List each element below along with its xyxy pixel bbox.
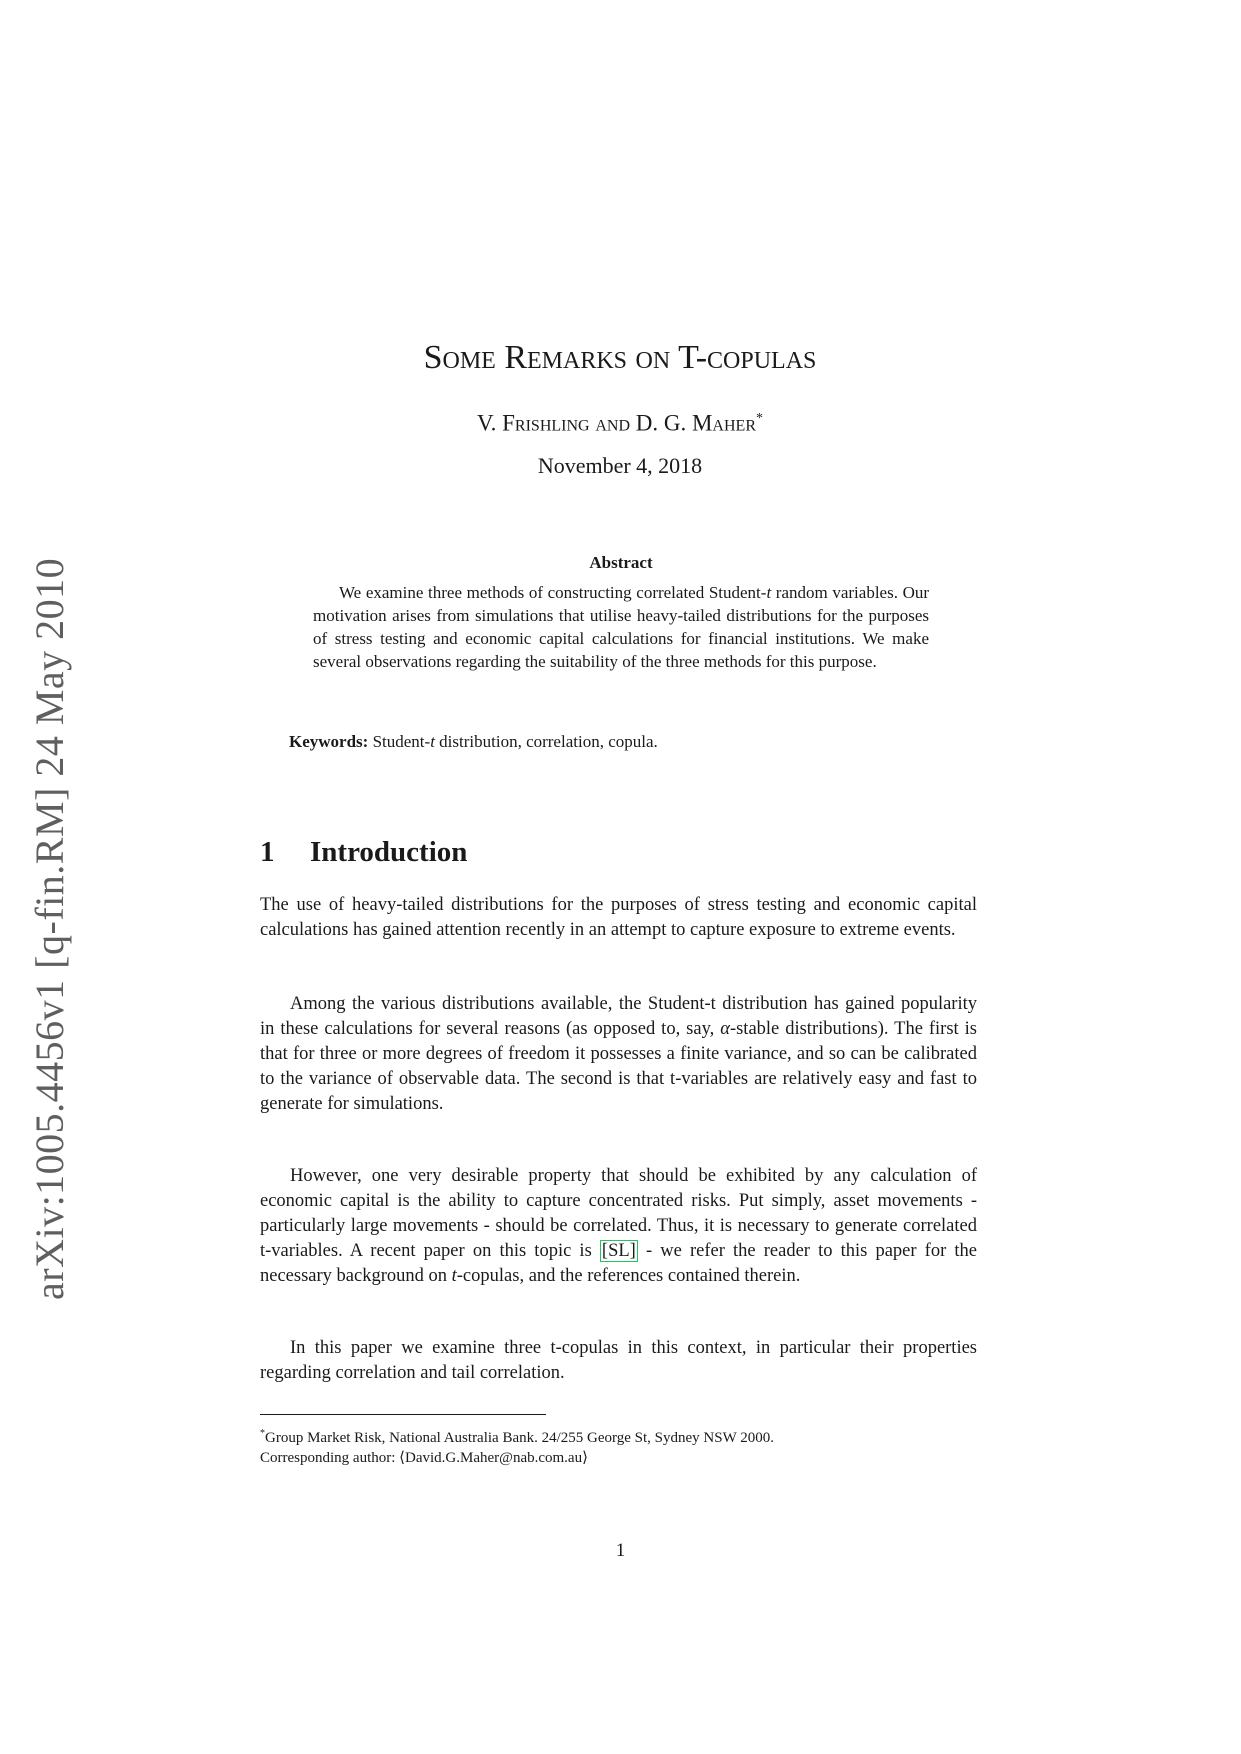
author-footnote-mark: * <box>756 411 763 426</box>
paragraph-3-part-c: -copulas, and the references contained therein. <box>456 1266 801 1286</box>
paragraph-1-text: The use of heavy-tailed distributions for the purposes of stress testing and economic capital calculations has gained attention recently in an attempt to capture exposure to extreme events. <box>260 895 977 940</box>
paragraph-2-text <box>260 992 977 1117</box>
abstract-heading: Abstract <box>589 553 653 572</box>
section-title: Introduction <box>310 836 468 868</box>
abstract-text-part-a: We examine three methods of constructing correlated Student- <box>339 583 767 602</box>
section-number: 1 <box>260 836 275 868</box>
paragraph-2-part-b: -stable distributions). The first is that for three or more degrees of freedom it possesses a finite variance, and so can be calibrated to the variance of observable data. The second is that t-variables are relatively easy and fast to generate for simulations. <box>260 1019 977 1114</box>
paper-title: Some Remarks on T-copulas <box>423 339 817 376</box>
paragraph-3-text <box>260 1164 977 1289</box>
title-block <box>250 336 990 479</box>
t-symbol: t <box>451 1266 457 1286</box>
author-names: V. Frishling and D. G. Maher <box>477 410 756 436</box>
paper-date: November 4, 2018 <box>537 452 703 478</box>
citation-link-sl[interactable]: [SL] <box>601 1241 636 1261</box>
arxiv-identifier-stamp: arXiv:1005.4456v1 [q-fin.RM] 24 May 2010 <box>27 557 72 1300</box>
abstract-block <box>313 553 929 673</box>
paragraph-2-part-a: Among the various distributions available, the Student-t distribution has gained popularity in these calculations for several reasons (as opposed to, say, <box>260 994 977 1039</box>
paragraph-1 <box>260 893 977 943</box>
abstract-text <box>313 581 929 673</box>
keywords-t-symbol: t <box>430 732 435 751</box>
keywords-label: Keywords: <box>289 732 369 751</box>
section-heading-introduction <box>260 836 467 869</box>
footnote <box>260 1424 977 1468</box>
page-number: 1 <box>615 1540 626 1561</box>
paragraph-2 <box>260 992 977 1117</box>
paper-authors <box>250 404 990 439</box>
keywords-line <box>289 732 989 752</box>
paragraph-4 <box>260 1336 977 1386</box>
footnote-affiliation: Group Market Risk, National Australia Bank. 24/255 George St, Sydney NSW 2000. <box>265 1430 774 1446</box>
abstract-t-symbol: t <box>766 583 772 602</box>
paragraph-3-part-b: - we refer the reader to this paper for the necessary background on <box>260 1241 977 1286</box>
footnote-corresponding-author: Corresponding author: ⟨David.G.Maher@nab.com.au⟩ <box>260 1450 588 1466</box>
footnote-mark: * <box>260 1428 265 1439</box>
footnote-line-1 <box>260 1424 977 1448</box>
abstract-text-part-b: random variables. Our motivation arises from simulations that utilise heavy-tailed distributions for the purposes of stress testing and economic capital calculations for financial institutions. We make several observations regarding the suitability of the three methods for this purpose. <box>313 583 930 671</box>
keywords-text-part-a: Student- <box>368 732 431 751</box>
paragraph-3 <box>260 1164 977 1289</box>
footnote-divider <box>260 1414 546 1415</box>
keywords-text-part-b: distribution, correlation, copula. <box>434 732 658 751</box>
paragraph-4-text: In this paper we examine three t-copulas in this context, in particular their properties regarding correlation and tail correlation. <box>260 1338 977 1383</box>
alpha-symbol: α <box>720 1019 730 1039</box>
paragraph-3-part-a: However, one very desirable property that should be exhibited by any calculation of economic capital is the ability to capture concentrated risks. Put simply, asset movements - particularly large movements - should be correlated. Thus, it is necessary to generate correlated t-variables. A recent paper on this topic is <box>260 1166 977 1261</box>
